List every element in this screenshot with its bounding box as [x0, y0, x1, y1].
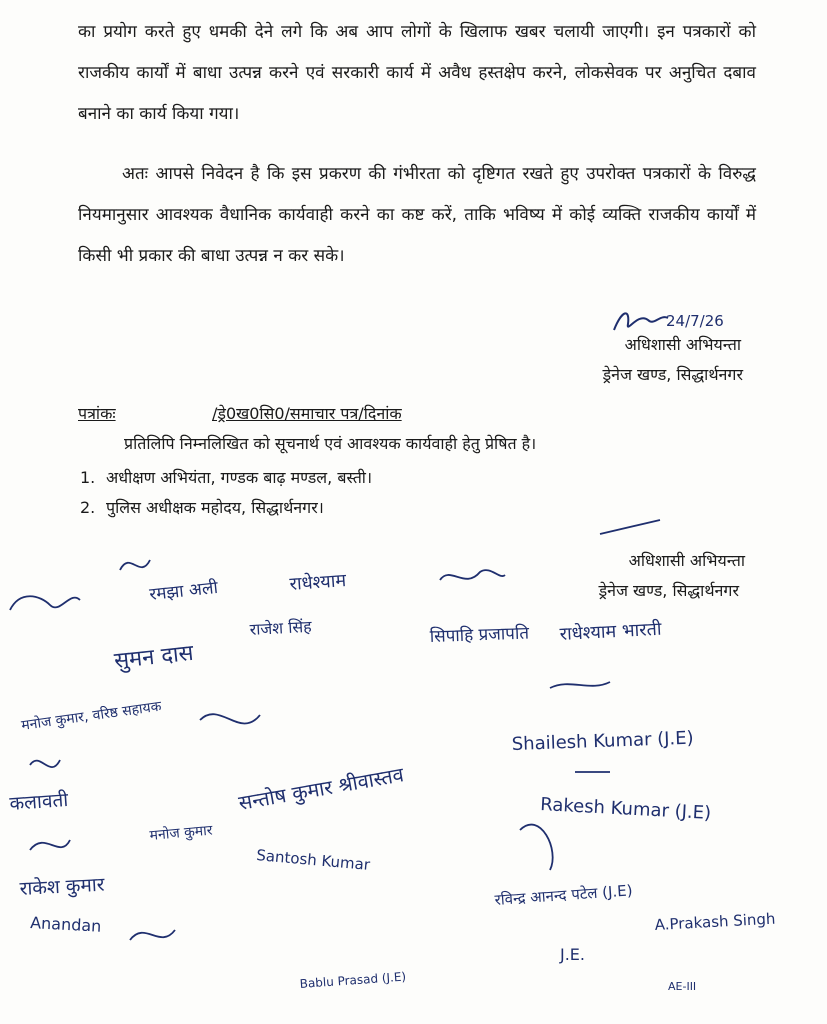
- signature-top-office: ड्रेनेज खण्ड, सिद्धार्थनगर: [602, 365, 743, 384]
- signature-text: रविन्द्र आनन्द पटेल (J.E): [494, 881, 634, 909]
- signature-text: रमझा अली: [148, 577, 219, 605]
- signature-text: राकेश कुमार: [19, 873, 106, 900]
- copy-recipient: 2. पुलिस अधीक्षक महोदय, सिद्धार्थनगर।: [80, 498, 324, 517]
- reference-value: /ड्रे0ख0सि0/समाचार पत्र/दिनांक: [212, 404, 402, 423]
- signature-text: Shailesh Kumar (J.E): [511, 727, 694, 755]
- top-signature-date: 24/7/26: [666, 312, 724, 330]
- signature-bottom-office: ड्रेनेज खण्ड, सिद्धार्थनगर: [598, 581, 739, 600]
- signature-text: सुमन दास: [113, 640, 195, 674]
- signature-block-top: [603, 330, 743, 390]
- handwritten-signatures-area: [0, 510, 827, 1020]
- signature-text: Anandan: [29, 913, 102, 936]
- signature-text: मनोज कुमार, वरिष्ठ सहायक: [20, 698, 163, 734]
- copy-intro: प्रतिलिपि निम्नलिखित को सूचनार्थ एवं आवश्यक कार्यवाही हेतु प्रेषित है।: [124, 434, 537, 453]
- signature-text: A.Prakash Singh: [654, 909, 776, 934]
- signature-text: राधेश्याम भारती: [559, 618, 663, 645]
- signature-text: J.E.: [560, 945, 585, 964]
- copy-recipient: 1. अधीक्षण अभियंता, गण्डक बाढ़ मण्डल, बस्ती।: [80, 468, 373, 487]
- reference-label: पत्रांकः: [78, 404, 116, 423]
- signature-text: राधेश्याम: [288, 570, 347, 595]
- signature-text: सिपाहि प्रजापति: [429, 623, 530, 647]
- signature-text: AE-III: [668, 980, 697, 993]
- signature-text: मनोज कुमार: [148, 822, 214, 844]
- letter-paragraph-1: का प्रयोग करते हुए धमकी देने लगे कि अब आप लोगों के खिलाफ खबर चलायी जाएगी। इन पत्रकारों को राजकीय कार्यों में बाधा उत्पन्न करने एवं सरकारी कार्य में अवैध हस्तक्षेप करने, लोकसेवक पर अनुचित दबाव बनाने का कार्य किया गया।: [78, 22, 756, 124]
- letter-paragraph-2: अतः आपसे निवेदन है कि इस प्रकरण की गंभीरता को दृष्टिगत रखते हुए उपरोक्त पत्रकारों के विरुद्ध नियमानुसार आवश्यक वैधानिक कार्यवाही करने का कष्ट करें, ताकि भविष्य में कोई व्यक्ति राजकीय कार्यों में किसी भी प्रकार की बाधा उत्पन्न न कर सके।: [78, 164, 756, 266]
- signature-text: Bablu Prasad (J.E): [299, 969, 407, 991]
- signature-text: Rakesh Kumar (J.E): [539, 794, 712, 824]
- reference-row: [78, 402, 758, 424]
- signature-top-designation: अधिशासी अभियन्ता: [624, 335, 741, 354]
- signature-text: कलावती: [8, 788, 69, 815]
- signature-text: सन्तोष कुमार श्रीवास्तव: [236, 762, 406, 815]
- signature-text: Santosh Kumar: [255, 846, 371, 874]
- signature-bottom-designation: अधिशासी अभियन्ता: [628, 551, 745, 570]
- signature-text: राजेश सिंह: [249, 616, 313, 639]
